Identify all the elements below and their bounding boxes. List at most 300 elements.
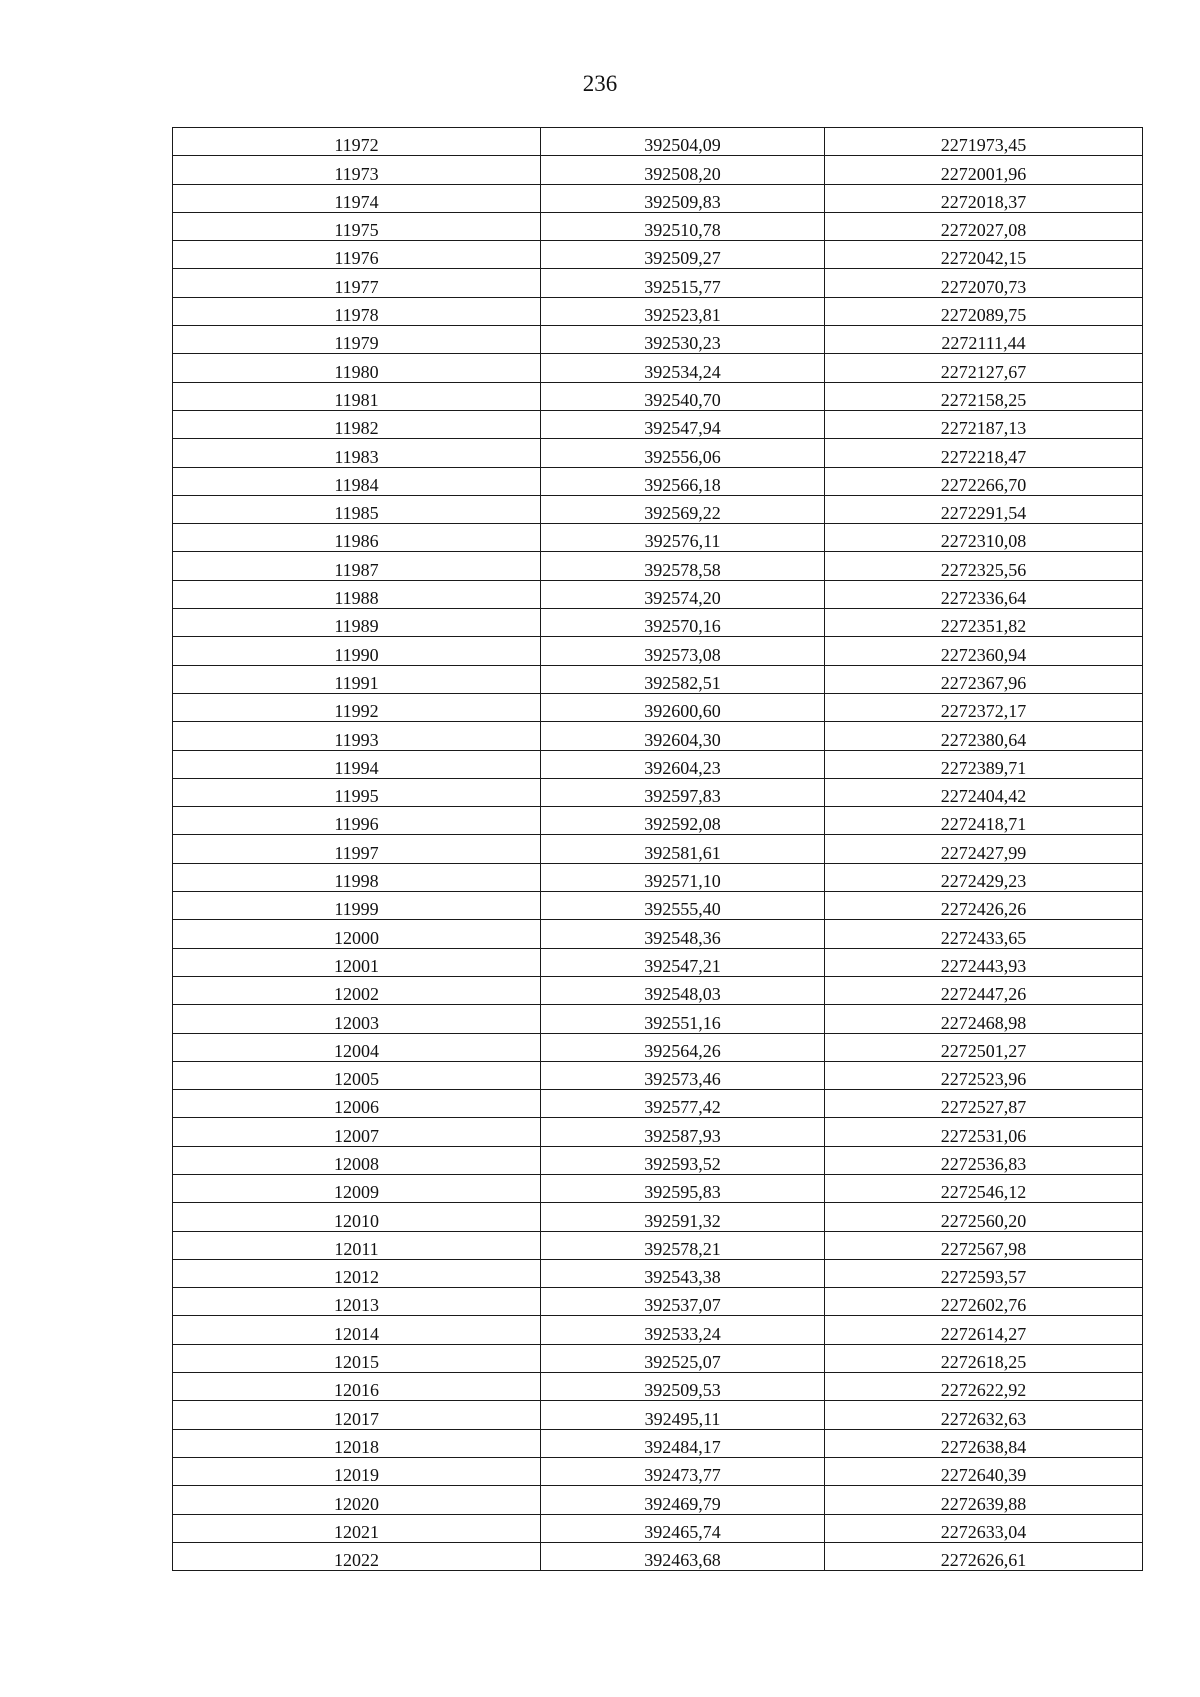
y-coordinate-cell bbox=[825, 184, 1143, 212]
x-coordinate-cell bbox=[541, 552, 825, 580]
table-row bbox=[173, 1401, 1143, 1429]
point-number-cell bbox=[173, 184, 541, 212]
x-coordinate-cell bbox=[541, 580, 825, 608]
x-coordinate-cell bbox=[541, 495, 825, 523]
y-coordinate-cell bbox=[825, 495, 1143, 523]
cell-value: 2272638,84 bbox=[940, 1436, 1027, 1457]
y-coordinate-cell bbox=[825, 354, 1143, 382]
y-coordinate-cell bbox=[825, 212, 1143, 240]
y-coordinate-cell bbox=[825, 665, 1143, 693]
cell-value: 392604,23 bbox=[644, 757, 721, 778]
table-row bbox=[173, 976, 1143, 1004]
x-coordinate-cell bbox=[541, 524, 825, 552]
x-coordinate-cell bbox=[541, 807, 825, 835]
x-coordinate-cell bbox=[541, 920, 825, 948]
y-coordinate-cell bbox=[825, 976, 1143, 1004]
cell-value: 2272325,56 bbox=[940, 559, 1027, 580]
cell-value: 11999 bbox=[334, 899, 379, 920]
cell-value: 12009 bbox=[334, 1182, 379, 1203]
point-number-cell bbox=[173, 1401, 541, 1429]
y-coordinate-cell bbox=[825, 1373, 1143, 1401]
cell-value: 11987 bbox=[334, 559, 379, 580]
table-row bbox=[173, 439, 1143, 467]
table-row bbox=[173, 184, 1143, 212]
point-number-cell bbox=[173, 156, 541, 184]
cell-value: 392582,51 bbox=[644, 672, 721, 693]
y-coordinate-cell bbox=[825, 1457, 1143, 1485]
y-coordinate-cell bbox=[825, 439, 1143, 467]
table-row bbox=[173, 1146, 1143, 1174]
point-number-cell bbox=[173, 637, 541, 665]
cell-value: 392593,52 bbox=[644, 1153, 721, 1174]
cell-value: 392473,77 bbox=[644, 1465, 721, 1486]
cell-value: 11996 bbox=[334, 814, 379, 835]
cell-value: 2272089,75 bbox=[940, 305, 1027, 326]
cell-value: 2272633,04 bbox=[940, 1521, 1027, 1542]
table-row bbox=[173, 892, 1143, 920]
cell-value: 392509,27 bbox=[644, 248, 721, 269]
cell-value: 392540,70 bbox=[644, 389, 721, 410]
cell-value: 11984 bbox=[334, 474, 379, 495]
x-coordinate-cell bbox=[541, 241, 825, 269]
point-number-cell bbox=[173, 467, 541, 495]
point-number-cell bbox=[173, 524, 541, 552]
y-coordinate-cell bbox=[825, 1259, 1143, 1287]
cell-value: 12004 bbox=[334, 1040, 379, 1061]
cell-value: 11973 bbox=[334, 163, 379, 184]
cell-value: 12012 bbox=[334, 1267, 379, 1288]
cell-value: 392465,74 bbox=[644, 1521, 721, 1542]
point-number-cell bbox=[173, 212, 541, 240]
table-row bbox=[173, 580, 1143, 608]
table-row bbox=[173, 750, 1143, 778]
cell-value: 2272351,82 bbox=[940, 616, 1027, 637]
point-number-cell bbox=[173, 1514, 541, 1542]
cell-value: 11983 bbox=[334, 446, 379, 467]
cell-value: 2272070,73 bbox=[940, 276, 1027, 297]
cell-value: 12010 bbox=[334, 1210, 379, 1231]
cell-value: 2272404,42 bbox=[940, 786, 1027, 807]
cell-value: 2272639,88 bbox=[940, 1493, 1027, 1514]
y-coordinate-cell bbox=[825, 1401, 1143, 1429]
table-row bbox=[173, 495, 1143, 523]
point-number-cell bbox=[173, 1231, 541, 1259]
x-coordinate-cell bbox=[541, 637, 825, 665]
x-coordinate-cell bbox=[541, 1429, 825, 1457]
cell-value: 392569,22 bbox=[644, 503, 721, 524]
cell-value: 392581,61 bbox=[644, 842, 721, 863]
x-coordinate-cell bbox=[541, 976, 825, 1004]
point-number-cell bbox=[173, 1090, 541, 1118]
cell-value: 11994 bbox=[334, 757, 379, 778]
table-row bbox=[173, 382, 1143, 410]
x-coordinate-cell bbox=[541, 835, 825, 863]
point-number-cell bbox=[173, 269, 541, 297]
point-number-cell bbox=[173, 241, 541, 269]
cell-value: 2272367,96 bbox=[940, 672, 1027, 693]
x-coordinate-cell bbox=[541, 326, 825, 354]
cell-value: 12002 bbox=[334, 984, 379, 1005]
y-coordinate-cell bbox=[825, 1316, 1143, 1344]
cell-value: 12018 bbox=[334, 1436, 379, 1457]
point-number-cell bbox=[173, 807, 541, 835]
table-row bbox=[173, 297, 1143, 325]
point-number-cell bbox=[173, 722, 541, 750]
cell-value: 392604,30 bbox=[644, 729, 721, 750]
point-number-cell bbox=[173, 297, 541, 325]
table-row bbox=[173, 1259, 1143, 1287]
table-row bbox=[173, 1457, 1143, 1485]
y-coordinate-cell bbox=[825, 241, 1143, 269]
x-coordinate-cell bbox=[541, 609, 825, 637]
y-coordinate-cell bbox=[825, 1118, 1143, 1146]
y-coordinate-cell bbox=[825, 948, 1143, 976]
cell-value: 392574,20 bbox=[644, 588, 721, 609]
y-coordinate-cell bbox=[825, 1429, 1143, 1457]
table-row bbox=[173, 722, 1143, 750]
cell-value: 2272468,98 bbox=[940, 1012, 1027, 1033]
cell-value: 2272266,70 bbox=[940, 474, 1027, 495]
x-coordinate-cell bbox=[541, 1401, 825, 1429]
cell-value: 2272531,06 bbox=[940, 1125, 1027, 1146]
table-row bbox=[173, 778, 1143, 806]
cell-value: 11974 bbox=[334, 191, 379, 212]
cell-value: 11975 bbox=[334, 220, 379, 241]
x-coordinate-cell bbox=[541, 722, 825, 750]
cell-value: 11981 bbox=[334, 389, 379, 410]
cell-value: 392547,94 bbox=[644, 418, 721, 439]
cell-value: 12011 bbox=[334, 1238, 379, 1259]
point-number-cell bbox=[173, 778, 541, 806]
cell-value: 392534,24 bbox=[644, 361, 721, 382]
x-coordinate-cell bbox=[541, 269, 825, 297]
x-coordinate-cell bbox=[541, 863, 825, 891]
cell-value: 392551,16 bbox=[644, 1012, 721, 1033]
x-coordinate-cell bbox=[541, 184, 825, 212]
cell-value: 2272429,23 bbox=[940, 871, 1027, 892]
x-coordinate-cell bbox=[541, 212, 825, 240]
point-number-cell bbox=[173, 1429, 541, 1457]
cell-value: 392508,20 bbox=[644, 163, 721, 184]
x-coordinate-cell bbox=[541, 1231, 825, 1259]
cell-value: 392510,78 bbox=[644, 220, 721, 241]
table-row bbox=[173, 637, 1143, 665]
cell-value: 2272501,27 bbox=[940, 1040, 1027, 1061]
y-coordinate-cell bbox=[825, 609, 1143, 637]
table-row bbox=[173, 410, 1143, 438]
cell-value: 11991 bbox=[334, 672, 379, 693]
cell-value: 392484,17 bbox=[644, 1436, 721, 1457]
cell-value: 2272626,61 bbox=[940, 1550, 1027, 1571]
cell-value: 2272632,63 bbox=[940, 1408, 1027, 1429]
cell-value: 2272640,39 bbox=[940, 1465, 1027, 1486]
cell-value: 11990 bbox=[334, 644, 379, 665]
cell-value: 2272567,98 bbox=[940, 1238, 1027, 1259]
x-coordinate-cell bbox=[541, 1005, 825, 1033]
cell-value: 2272523,96 bbox=[940, 1069, 1027, 1090]
cell-value: 2272042,15 bbox=[940, 248, 1027, 269]
y-coordinate-cell bbox=[825, 835, 1143, 863]
point-number-cell bbox=[173, 552, 541, 580]
table-row bbox=[173, 1090, 1143, 1118]
x-coordinate-cell bbox=[541, 128, 825, 156]
table-row bbox=[173, 128, 1143, 156]
y-coordinate-cell bbox=[825, 1288, 1143, 1316]
x-coordinate-cell bbox=[541, 156, 825, 184]
x-coordinate-cell bbox=[541, 892, 825, 920]
cell-value: 11977 bbox=[334, 276, 379, 297]
cell-value: 2272618,25 bbox=[940, 1352, 1027, 1373]
x-coordinate-cell bbox=[541, 1288, 825, 1316]
point-number-cell bbox=[173, 495, 541, 523]
point-number-cell bbox=[173, 1033, 541, 1061]
y-coordinate-cell bbox=[825, 1344, 1143, 1372]
cell-value: 392587,93 bbox=[644, 1125, 721, 1146]
cell-value: 392578,21 bbox=[644, 1238, 721, 1259]
cell-value: 12006 bbox=[334, 1097, 379, 1118]
cell-value: 2272018,37 bbox=[940, 191, 1027, 212]
x-coordinate-cell bbox=[541, 1373, 825, 1401]
cell-value: 392533,24 bbox=[644, 1323, 721, 1344]
table-row bbox=[173, 609, 1143, 637]
y-coordinate-cell bbox=[825, 637, 1143, 665]
cell-value: 392564,26 bbox=[644, 1040, 721, 1061]
point-number-cell bbox=[173, 1486, 541, 1514]
cell-value: 12013 bbox=[334, 1295, 379, 1316]
point-number-cell bbox=[173, 439, 541, 467]
x-coordinate-cell bbox=[541, 693, 825, 721]
table-row bbox=[173, 1203, 1143, 1231]
cell-value: 2272527,87 bbox=[940, 1097, 1027, 1118]
cell-value: 392556,06 bbox=[644, 446, 721, 467]
cell-value: 392548,36 bbox=[644, 927, 721, 948]
table-row bbox=[173, 467, 1143, 495]
y-coordinate-cell bbox=[825, 1033, 1143, 1061]
point-number-cell bbox=[173, 1344, 541, 1372]
point-number-cell bbox=[173, 609, 541, 637]
point-number-cell bbox=[173, 1373, 541, 1401]
table-row bbox=[173, 1486, 1143, 1514]
cell-value: 11985 bbox=[334, 503, 379, 524]
table-row bbox=[173, 1118, 1143, 1146]
point-number-cell bbox=[173, 128, 541, 156]
cell-value: 2272360,94 bbox=[940, 644, 1027, 665]
y-coordinate-cell bbox=[825, 326, 1143, 354]
cell-value: 392571,10 bbox=[644, 871, 721, 892]
table-row bbox=[173, 354, 1143, 382]
point-number-cell bbox=[173, 665, 541, 693]
cell-value: 392537,07 bbox=[644, 1295, 721, 1316]
cell-value: 392509,83 bbox=[644, 191, 721, 212]
cell-value: 2272336,64 bbox=[940, 588, 1027, 609]
y-coordinate-cell bbox=[825, 863, 1143, 891]
point-number-cell bbox=[173, 382, 541, 410]
y-coordinate-cell bbox=[825, 750, 1143, 778]
cell-value: 2272427,99 bbox=[940, 842, 1027, 863]
y-coordinate-cell bbox=[825, 807, 1143, 835]
point-number-cell bbox=[173, 693, 541, 721]
cell-value: 2272560,20 bbox=[940, 1210, 1027, 1231]
y-coordinate-cell bbox=[825, 1174, 1143, 1202]
cell-value: 392523,81 bbox=[644, 305, 721, 326]
table-row bbox=[173, 1316, 1143, 1344]
cell-value: 2272158,25 bbox=[940, 389, 1027, 410]
cell-value: 11993 bbox=[334, 729, 379, 750]
point-number-cell bbox=[173, 1005, 541, 1033]
cell-value: 2272291,54 bbox=[940, 503, 1027, 524]
point-number-cell bbox=[173, 892, 541, 920]
cell-value: 12003 bbox=[334, 1012, 379, 1033]
x-coordinate-cell bbox=[541, 665, 825, 693]
cell-value: 392600,60 bbox=[644, 701, 721, 722]
y-coordinate-cell bbox=[825, 297, 1143, 325]
cell-value: 11979 bbox=[334, 333, 379, 354]
cell-value: 2272546,12 bbox=[940, 1182, 1027, 1203]
point-number-cell bbox=[173, 354, 541, 382]
cell-value: 2272027,08 bbox=[940, 220, 1027, 241]
cell-value: 392555,40 bbox=[644, 899, 721, 920]
y-coordinate-cell bbox=[825, 156, 1143, 184]
cell-value: 11997 bbox=[334, 842, 379, 863]
point-number-cell bbox=[173, 1316, 541, 1344]
table-row bbox=[173, 863, 1143, 891]
y-coordinate-cell bbox=[825, 693, 1143, 721]
cell-value: 392577,42 bbox=[644, 1097, 721, 1118]
point-number-cell bbox=[173, 1118, 541, 1146]
point-number-cell bbox=[173, 1457, 541, 1485]
cell-value: 2272426,26 bbox=[940, 899, 1027, 920]
point-number-cell bbox=[173, 1174, 541, 1202]
table-row bbox=[173, 920, 1143, 948]
cell-value: 392509,53 bbox=[644, 1380, 721, 1401]
cell-value: 2272389,71 bbox=[940, 757, 1027, 778]
x-coordinate-cell bbox=[541, 467, 825, 495]
table-row bbox=[173, 835, 1143, 863]
cell-value: 392543,38 bbox=[644, 1267, 721, 1288]
table-row bbox=[173, 1542, 1143, 1570]
y-coordinate-cell bbox=[825, 1486, 1143, 1514]
cell-value: 2272111,44 bbox=[941, 333, 1026, 354]
y-coordinate-cell bbox=[825, 552, 1143, 580]
cell-value: 2272602,76 bbox=[940, 1295, 1027, 1316]
x-coordinate-cell bbox=[541, 382, 825, 410]
cell-value: 2272380,64 bbox=[940, 729, 1027, 750]
y-coordinate-cell bbox=[825, 269, 1143, 297]
table-row bbox=[173, 156, 1143, 184]
y-coordinate-cell bbox=[825, 1146, 1143, 1174]
cell-value: 392578,58 bbox=[644, 559, 721, 580]
coordinates-table bbox=[172, 127, 1143, 1571]
y-coordinate-cell bbox=[825, 1514, 1143, 1542]
cell-value: 392525,07 bbox=[644, 1352, 721, 1373]
x-coordinate-cell bbox=[541, 1174, 825, 1202]
cell-value: 392570,16 bbox=[644, 616, 721, 637]
table-row bbox=[173, 241, 1143, 269]
y-coordinate-cell bbox=[825, 382, 1143, 410]
y-coordinate-cell bbox=[825, 1203, 1143, 1231]
cell-value: 12001 bbox=[334, 955, 379, 976]
y-coordinate-cell bbox=[825, 920, 1143, 948]
y-coordinate-cell bbox=[825, 467, 1143, 495]
table-row bbox=[173, 212, 1143, 240]
x-coordinate-cell bbox=[541, 750, 825, 778]
table-row bbox=[173, 1231, 1143, 1259]
cell-value: 392576,11 bbox=[644, 531, 721, 552]
cell-value: 392463,68 bbox=[644, 1550, 721, 1571]
x-coordinate-cell bbox=[541, 297, 825, 325]
cell-value: 12007 bbox=[334, 1125, 379, 1146]
cell-value: 11976 bbox=[334, 248, 379, 269]
cell-value: 2272310,08 bbox=[940, 531, 1027, 552]
y-coordinate-cell bbox=[825, 892, 1143, 920]
cell-value: 392515,77 bbox=[644, 276, 721, 297]
y-coordinate-cell bbox=[825, 722, 1143, 750]
y-coordinate-cell bbox=[825, 524, 1143, 552]
table-row bbox=[173, 1373, 1143, 1401]
cell-value: 12005 bbox=[334, 1069, 379, 1090]
cell-value: 2272614,27 bbox=[940, 1323, 1027, 1344]
cell-value: 11989 bbox=[334, 616, 379, 637]
y-coordinate-cell bbox=[825, 128, 1143, 156]
cell-value: 392495,11 bbox=[644, 1408, 721, 1429]
table-row bbox=[173, 1005, 1143, 1033]
table-row bbox=[173, 807, 1143, 835]
cell-value: 2272001,96 bbox=[940, 163, 1027, 184]
x-coordinate-cell bbox=[541, 778, 825, 806]
y-coordinate-cell bbox=[825, 1090, 1143, 1118]
table-row bbox=[173, 1061, 1143, 1089]
cell-value: 2272433,65 bbox=[940, 927, 1027, 948]
x-coordinate-cell bbox=[541, 1061, 825, 1089]
point-number-cell bbox=[173, 976, 541, 1004]
x-coordinate-cell bbox=[541, 1514, 825, 1542]
x-coordinate-cell bbox=[541, 410, 825, 438]
cell-value: 11978 bbox=[334, 305, 379, 326]
point-number-cell bbox=[173, 835, 541, 863]
cell-value: 2272187,13 bbox=[940, 418, 1027, 439]
table-row bbox=[173, 1288, 1143, 1316]
x-coordinate-cell bbox=[541, 1486, 825, 1514]
x-coordinate-cell bbox=[541, 1457, 825, 1485]
cell-value: 392469,79 bbox=[644, 1493, 721, 1514]
x-coordinate-cell bbox=[541, 1316, 825, 1344]
cell-value: 392595,83 bbox=[644, 1182, 721, 1203]
x-coordinate-cell bbox=[541, 1259, 825, 1287]
table-row bbox=[173, 1514, 1143, 1542]
cell-value: 392504,09 bbox=[644, 135, 721, 156]
x-coordinate-cell bbox=[541, 439, 825, 467]
cell-value: 11988 bbox=[334, 588, 379, 609]
table-row bbox=[173, 269, 1143, 297]
table-row bbox=[173, 1033, 1143, 1061]
point-number-cell bbox=[173, 1061, 541, 1089]
x-coordinate-cell bbox=[541, 1146, 825, 1174]
cell-value: 11992 bbox=[334, 701, 379, 722]
cell-value: 12020 bbox=[334, 1493, 379, 1514]
y-coordinate-cell bbox=[825, 580, 1143, 608]
cell-value: 392547,21 bbox=[644, 955, 721, 976]
x-coordinate-cell bbox=[541, 1344, 825, 1372]
cell-value: 11982 bbox=[334, 418, 379, 439]
cell-value: 12016 bbox=[334, 1380, 379, 1401]
x-coordinate-cell bbox=[541, 1203, 825, 1231]
y-coordinate-cell bbox=[825, 1231, 1143, 1259]
x-coordinate-cell bbox=[541, 1542, 825, 1570]
point-number-cell bbox=[173, 1259, 541, 1287]
y-coordinate-cell bbox=[825, 1542, 1143, 1570]
x-coordinate-cell bbox=[541, 1118, 825, 1146]
cell-value: 392597,83 bbox=[644, 786, 721, 807]
